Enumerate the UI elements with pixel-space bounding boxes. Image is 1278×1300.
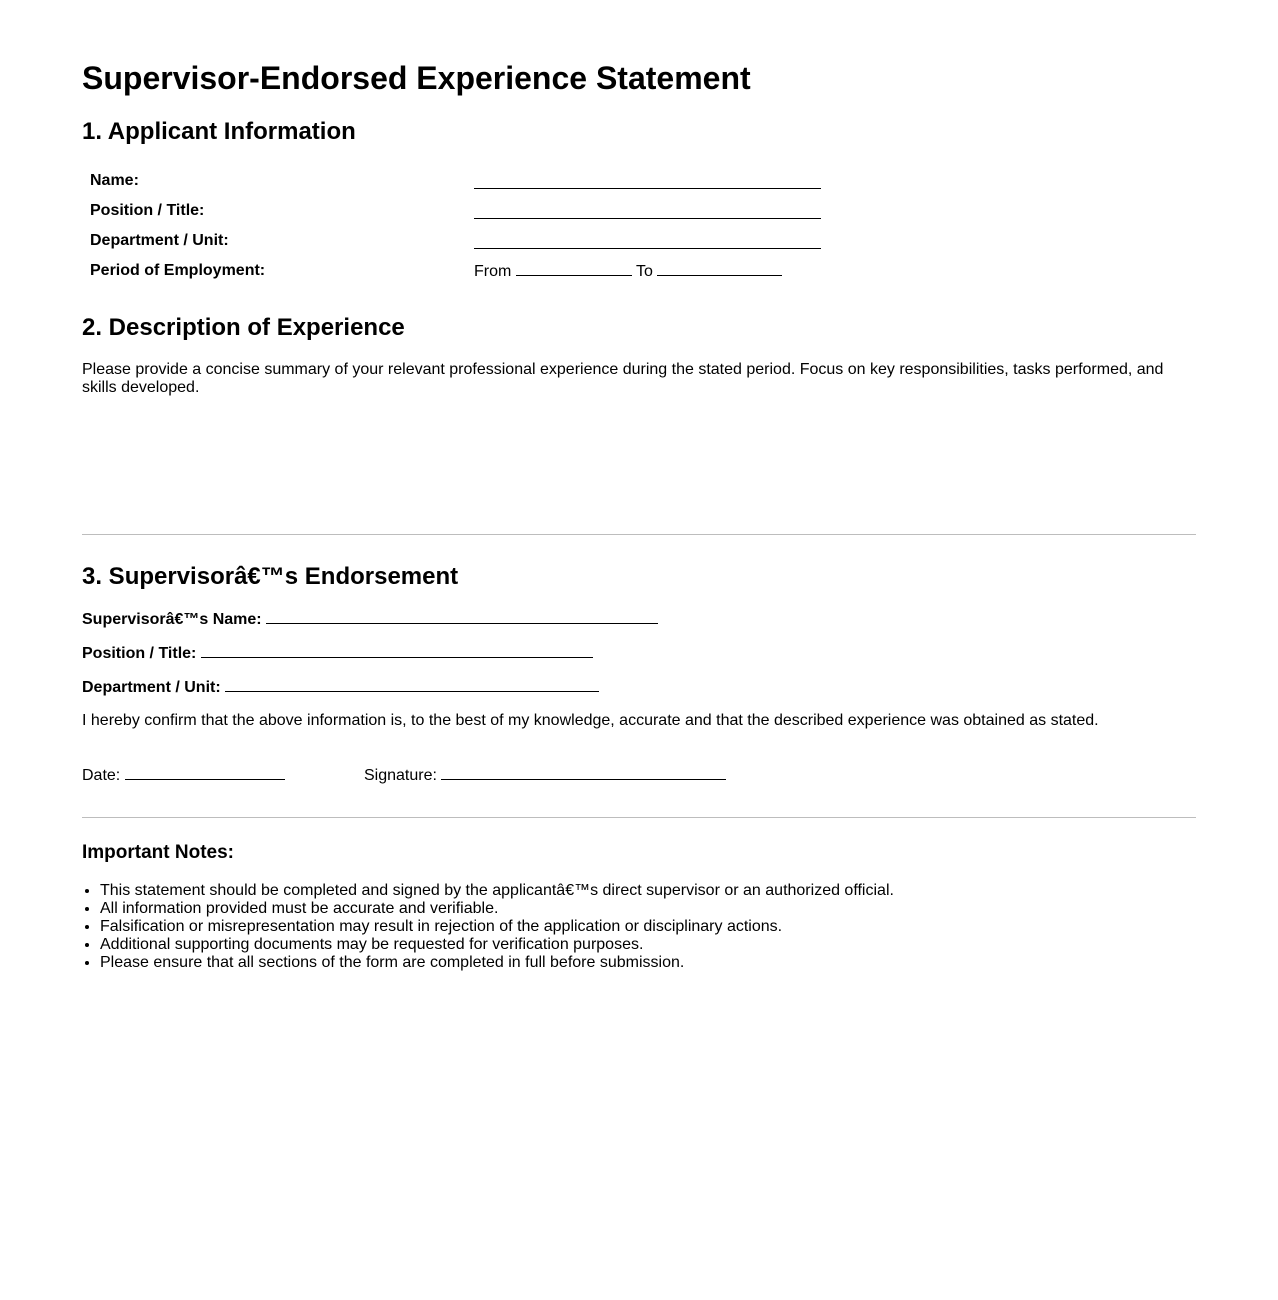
supervisor-name-label: Supervisorâ€™s Name: (82, 611, 262, 628)
applicant-position-label: Position / Title: (90, 202, 205, 219)
period-to-field[interactable] (657, 261, 782, 276)
confirmation-statement: I hereby confirm that the above information is, to the best of my knowledge, accurate and that the described experience was obtained as stated. (82, 712, 1099, 729)
employment-period-row (90, 261, 1090, 281)
supervisor-name-field[interactable] (266, 609, 658, 624)
signature-row (364, 765, 726, 786)
supervisor-position-label: Position / Title: (82, 645, 197, 662)
note-item: • Please ensure that all sections of the form are completed in full before submission. (100, 954, 1190, 972)
note-item: • All information provided must be accurate and verifiable. (100, 900, 1190, 918)
date-row (82, 765, 285, 786)
section-description-heading: 2. Description of Experience (82, 314, 405, 341)
period-from-label: From (474, 263, 512, 280)
applicant-department-row (90, 231, 1090, 251)
date-field[interactable] (125, 765, 285, 780)
supervisor-name-row (82, 609, 658, 630)
supervisor-department-row (82, 677, 599, 698)
note-item: • Falsification or misrepresentation may result in rejection of the application or disciplinary actions. (100, 918, 1190, 936)
signature-label: Signature: (364, 767, 437, 784)
applicant-name-field[interactable] (474, 188, 821, 189)
note-item: • Additional supporting documents may be requested for verification purposes. (100, 936, 1190, 954)
applicant-name-label: Name: (90, 172, 139, 189)
section-divider (82, 534, 1196, 535)
description-instructions: Please provide a concise summary of your relevant professional experience during the stated period. Focus on key responsibilities, tasks performed, and skills developed. (82, 361, 1164, 396)
supervisor-department-label: Department / Unit: (82, 679, 221, 696)
supervisor-position-row (82, 643, 593, 664)
section-endorsement-heading: 3. Supervisorâ€™s Endorsement (82, 563, 459, 590)
notes-divider (82, 817, 1196, 818)
note-item: • This statement should be completed and signed by the applicantâ€™s direct supervisor or an authorized official. (100, 882, 1190, 900)
employment-period-fields (474, 261, 782, 282)
applicant-department-field[interactable] (474, 248, 821, 249)
date-label: Date: (82, 767, 121, 784)
signature-field[interactable] (441, 765, 726, 780)
employment-period-label: Period of Employment: (90, 262, 266, 279)
page-title: Supervisor-Endorsed Experience Statement (82, 60, 751, 96)
period-to-label: To (635, 263, 653, 280)
supervisor-department-field[interactable] (225, 677, 599, 692)
section-applicant-heading: 1. Applicant Information (82, 118, 356, 145)
notes-heading: Important Notes: (82, 842, 234, 863)
applicant-position-field[interactable] (474, 218, 821, 219)
notes-list (82, 882, 1190, 972)
applicant-name-row (90, 171, 1090, 191)
applicant-position-row (90, 201, 1090, 221)
applicant-department-label: Department / Unit: (90, 232, 229, 249)
supervisor-position-field[interactable] (201, 643, 593, 658)
period-from-field[interactable] (516, 261, 632, 276)
